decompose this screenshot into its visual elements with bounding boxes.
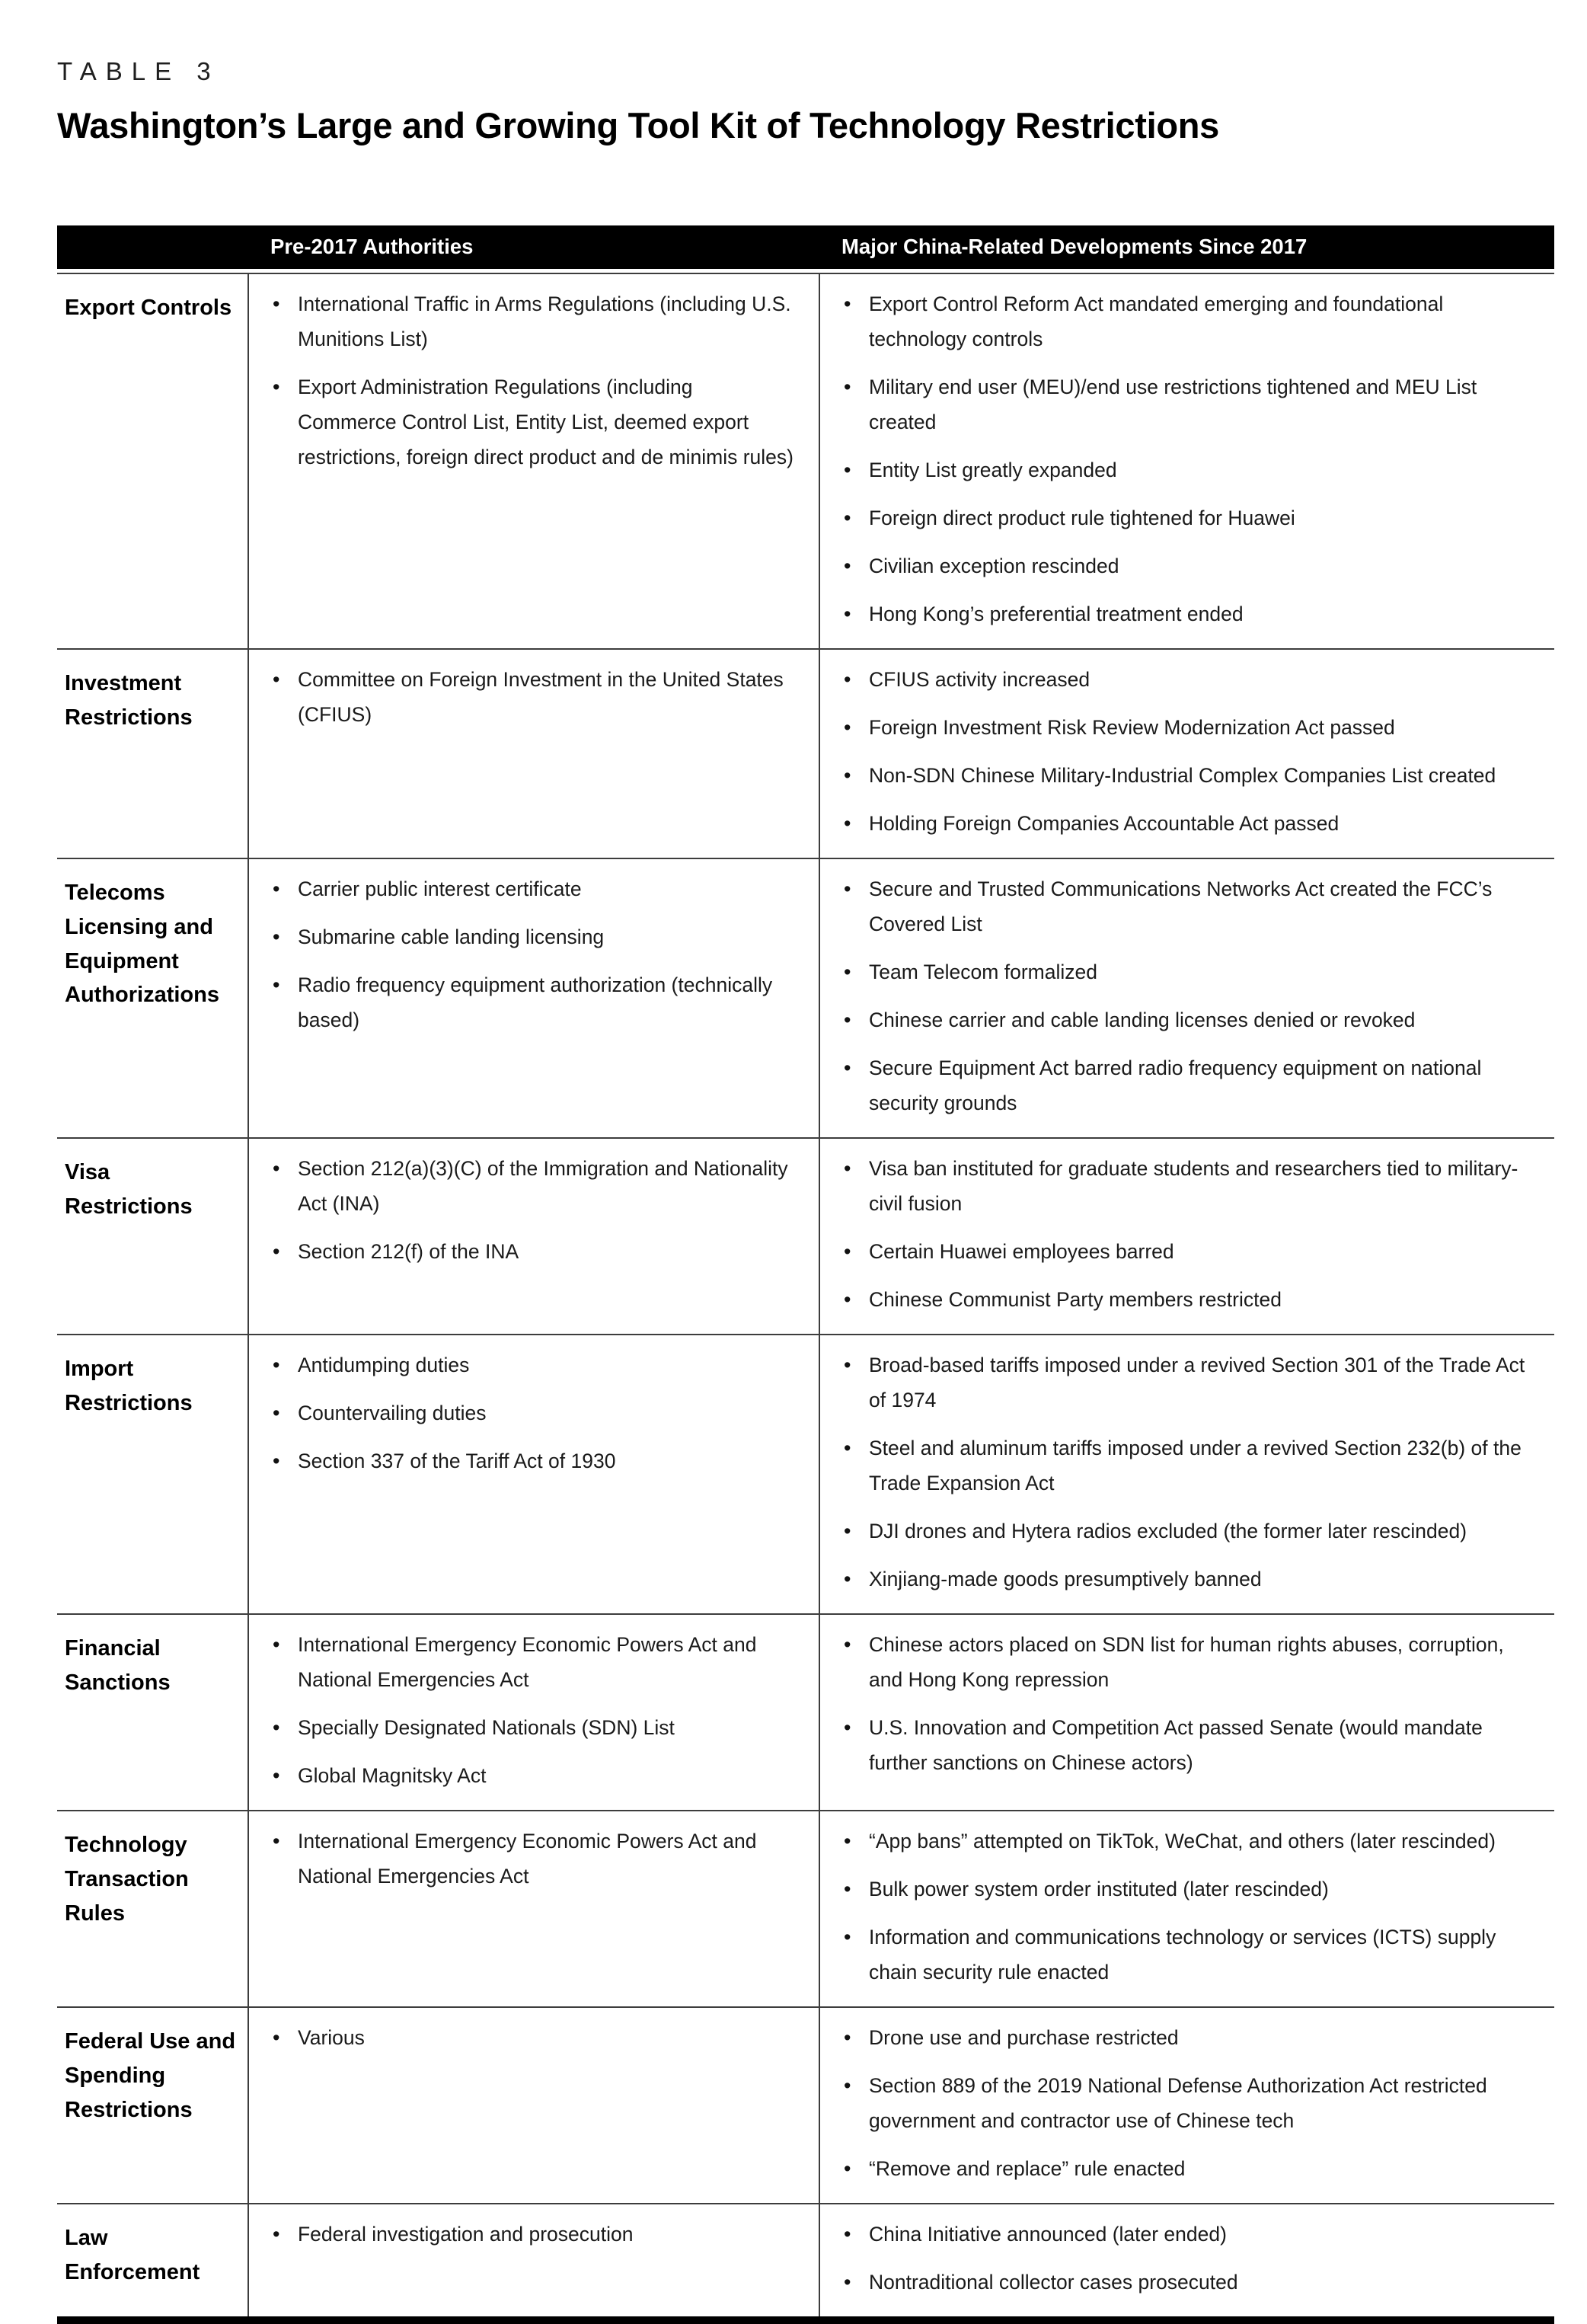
bullet-item: • Secure and Trusted Communications Networks Act created the FCC’s Covered List xyxy=(841,871,1531,941)
bullet-item: • Civilian exception rescinded xyxy=(841,548,1531,583)
bullet-item: • CFIUS activity increased xyxy=(841,662,1531,697)
pre2017-cell xyxy=(247,1811,819,2006)
since2017-cell xyxy=(819,859,1554,1137)
bullet-item: • International Traffic in Arms Regulations (including U.S. Munitions List) xyxy=(270,286,796,356)
bullet-item: • Section 212(f) of the INA xyxy=(270,1234,796,1269)
pre2017-cell xyxy=(247,859,819,1137)
pre2017-list xyxy=(270,871,808,1037)
table-row xyxy=(57,2204,1554,2316)
bullet-item: • DJI drones and Hytera radios excluded (the former later rescinded) xyxy=(841,1514,1531,1549)
bullet-item: • Information and communications technology or services (ICTS) supply chain security rule enacted xyxy=(841,1920,1531,1990)
bullet-item: • Broad-based tariffs imposed under a revived Section 301 of the Trade Act of 1974 xyxy=(841,1347,1531,1418)
bullet-item: • Nontraditional collector cases prosecuted xyxy=(841,2265,1531,2300)
bullet-item: • Chinese actors placed on SDN list for human rights abuses, corruption, and Hong Kong repression xyxy=(841,1627,1531,1697)
since2017-list xyxy=(841,1347,1544,1597)
bullet-item: • Certain Huawei employees barred xyxy=(841,1234,1531,1269)
row-category-label: Technology Transaction Rules xyxy=(65,1832,189,1926)
bullet-item: • China Initiative announced (later ended) xyxy=(841,2217,1531,2252)
pre2017-list xyxy=(270,1347,808,1478)
bullet-item: • Bulk power system order instituted (later rescinded) xyxy=(841,1872,1531,1907)
row-category-label: Law Enforcement xyxy=(65,2225,200,2284)
bullet-item: • Team Telecom formalized xyxy=(841,954,1531,989)
table-row xyxy=(57,1811,1554,2008)
row-category-label: Visa Restrictions xyxy=(65,1159,193,1219)
bullet-item: • Foreign direct product rule tightened for Huawei xyxy=(841,500,1531,535)
bullet-item: • Military end user (MEU)/end use restrictions tightened and MEU List created xyxy=(841,369,1531,440)
header-cell-since2017: Major China-Related Developments Since 2017 xyxy=(841,235,1308,259)
since2017-cell xyxy=(819,1335,1554,1613)
row-category-label: Telecoms Licensing and Equipment Authorizations xyxy=(65,880,219,1008)
bullet-item: • Countervailing duties xyxy=(270,1395,796,1431)
since2017-list xyxy=(841,662,1544,841)
table-row xyxy=(57,650,1554,859)
bullet-item: • Hong Kong’s preferential treatment ended xyxy=(841,596,1531,631)
row-category-label: Financial Sanctions xyxy=(65,1635,171,1695)
bullet-item: • Export Control Reform Act mandated emerging and foundational technology controls xyxy=(841,286,1531,356)
table-row xyxy=(57,859,1554,1139)
pre2017-cell xyxy=(247,1335,819,1613)
bullet-item: • Chinese Communist Party members restricted xyxy=(841,1282,1531,1317)
pre2017-cell xyxy=(247,2204,819,2316)
since2017-cell xyxy=(819,1811,1554,2006)
since2017-list xyxy=(841,2020,1544,2186)
table-kicker: TABLE 3 xyxy=(57,57,220,85)
since2017-cell xyxy=(819,650,1554,858)
table-row xyxy=(57,1139,1554,1335)
since2017-cell xyxy=(819,2008,1554,2203)
bullet-item: • Foreign Investment Risk Review Modernization Act passed xyxy=(841,710,1531,745)
pre2017-list xyxy=(270,2020,808,2055)
pre2017-list xyxy=(270,2217,808,2252)
bullet-item: • International Emergency Economic Powers Act and National Emergencies Act xyxy=(270,1627,796,1697)
pre2017-list xyxy=(270,662,808,732)
bullet-item: • “Remove and replace” rule enacted xyxy=(841,2151,1531,2186)
since2017-list xyxy=(841,1151,1544,1317)
pre2017-cell xyxy=(247,1615,819,1810)
bullet-item: • Xinjiang-made goods presumptively banned xyxy=(841,1562,1531,1597)
row-category-label: Federal Use and Spending Restrictions xyxy=(65,2028,236,2122)
row-category-label: Import Restrictions xyxy=(65,1356,193,1415)
since2017-list xyxy=(841,871,1544,1120)
since2017-list xyxy=(841,286,1544,631)
pre2017-list xyxy=(270,1151,808,1269)
bullet-item: • Radio frequency equipment authorization (technically based) xyxy=(270,967,796,1037)
bullet-item: • U.S. Innovation and Competition Act passed Senate (would mandate further sanctions on Chinese actors) xyxy=(841,1710,1531,1780)
since2017-list xyxy=(841,2217,1544,2300)
bullet-item: • Section 212(a)(3)(C) of the Immigration and Nationality Act (INA) xyxy=(270,1151,796,1221)
table-header-row xyxy=(57,225,1554,269)
table-row xyxy=(57,1615,1554,1811)
bullet-item: • Section 889 of the 2019 National Defense Authorization Act restricted government and contractor use of Chinese tech xyxy=(841,2068,1531,2138)
bullet-item: • Section 337 of the Tariff Act of 1930 xyxy=(270,1443,796,1478)
bullet-item: • Carrier public interest certificate xyxy=(270,871,796,906)
since2017-cell xyxy=(819,1139,1554,1334)
bullet-item: • Various xyxy=(270,2020,796,2055)
bullet-item: • Visa ban instituted for graduate students and researchers tied to military-civil fusion xyxy=(841,1151,1531,1221)
pre2017-cell xyxy=(247,2008,819,2203)
table-row xyxy=(57,1335,1554,1615)
pre2017-list xyxy=(270,1627,808,1793)
row-category-label: Export Controls xyxy=(65,295,232,320)
since2017-list xyxy=(841,1824,1544,1990)
since2017-cell xyxy=(819,2204,1554,2316)
pre2017-cell xyxy=(247,274,819,648)
bullet-item: • Export Administration Regulations (including Commerce Control List, Entity List, deemed export restrictions, foreign direct product and de minimis rules) xyxy=(270,369,796,475)
bullet-item: • Secure Equipment Act barred radio frequency equipment on national security grounds xyxy=(841,1050,1531,1120)
bullet-item: • Drone use and purchase restricted xyxy=(841,2020,1531,2055)
pre2017-cell xyxy=(247,1139,819,1334)
pre2017-cell xyxy=(247,650,819,858)
bullet-item: • International Emergency Economic Powers Act and National Emergencies Act xyxy=(270,1824,796,1894)
bullet-item: • Federal investigation and prosecution xyxy=(270,2217,796,2252)
bullet-item: • Antidumping duties xyxy=(270,1347,796,1383)
table-row xyxy=(57,274,1554,650)
bullet-item: • Steel and aluminum tariffs imposed under a revived Section 232(b) of the Trade Expansion Act xyxy=(841,1431,1531,1501)
bullet-item: • Submarine cable landing licensing xyxy=(270,919,796,954)
page-title: Washington’s Large and Growing Tool Kit of Technology Restrictions xyxy=(57,104,1219,145)
pre2017-list xyxy=(270,1824,808,1894)
bullet-item: • Global Magnitsky Act xyxy=(270,1758,796,1793)
bullet-item: • Specially Designated Nationals (SDN) List xyxy=(270,1710,796,1745)
row-category-label: Investment Restrictions xyxy=(65,670,193,730)
since2017-cell xyxy=(819,1615,1554,1810)
bullet-item: • Entity List greatly expanded xyxy=(841,452,1531,487)
table-body xyxy=(57,273,1554,2324)
table-row xyxy=(57,2008,1554,2204)
bullet-item: • Committee on Foreign Investment in the United States (CFIUS) xyxy=(270,662,796,732)
pre2017-list xyxy=(270,286,808,475)
restrictions-table xyxy=(57,225,1554,2324)
bullet-item: • “App bans” attempted on TikTok, WeChat, and others (later rescinded) xyxy=(841,1824,1531,1859)
since2017-list xyxy=(841,1627,1544,1780)
bullet-item: • Non-SDN Chinese Military-Industrial Complex Companies List created xyxy=(841,758,1531,793)
bullet-item: • Holding Foreign Companies Accountable Act passed xyxy=(841,806,1531,841)
bullet-item: • Chinese carrier and cable landing licenses denied or revoked xyxy=(841,1002,1531,1037)
header-cell-pre2017: Pre-2017 Authorities xyxy=(270,235,474,259)
since2017-cell xyxy=(819,274,1554,648)
